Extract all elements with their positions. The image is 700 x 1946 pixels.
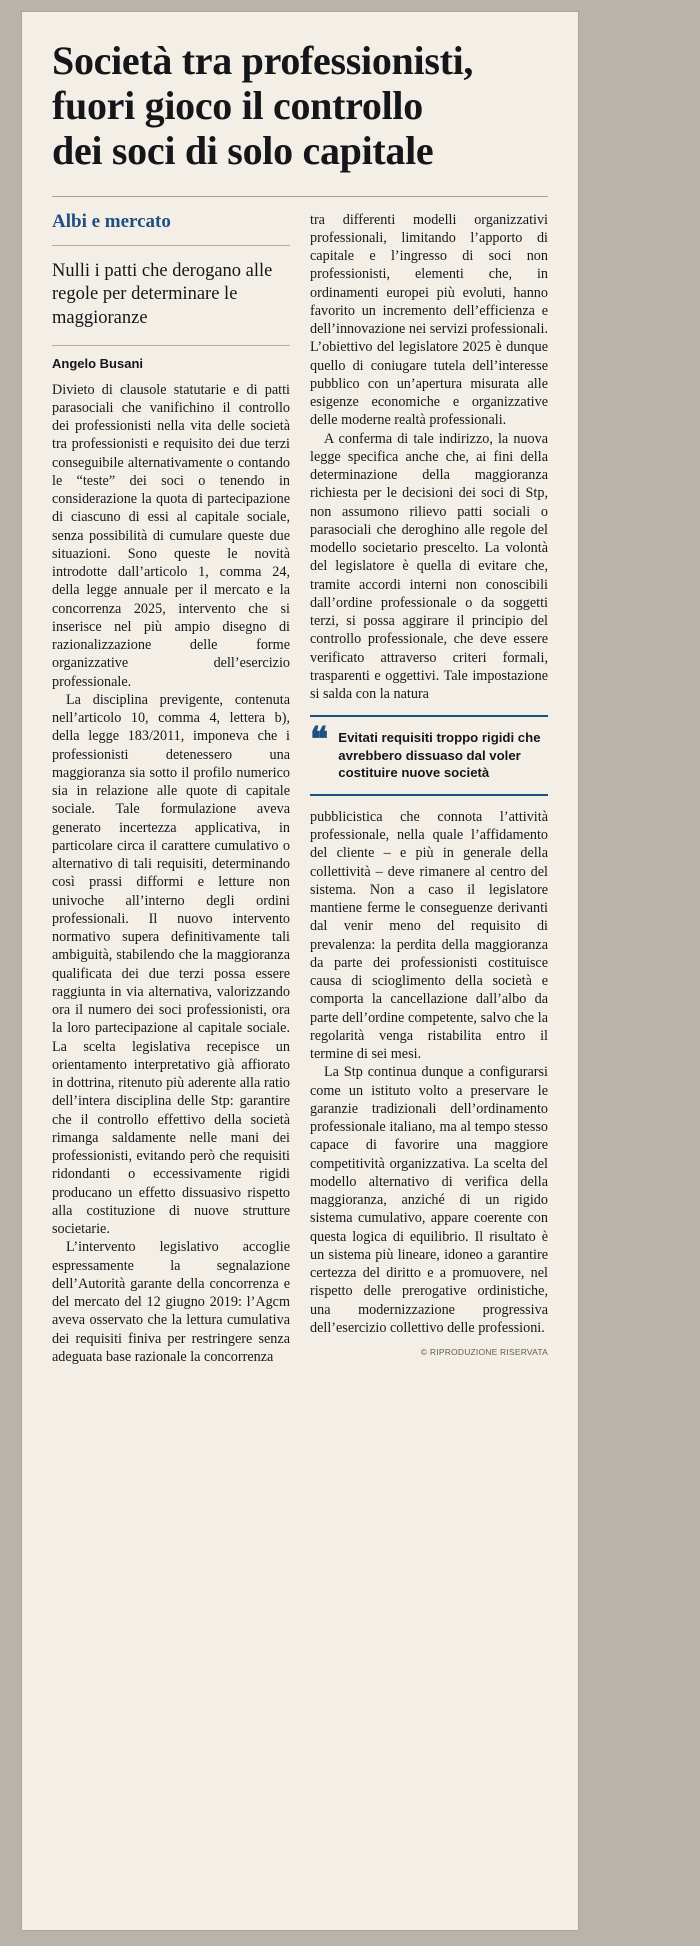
section-kicker: Albi e mercato (52, 210, 171, 232)
article-columns (52, 211, 548, 1367)
pullquote (310, 715, 548, 796)
standfirst: Nulli i patti che derogano alle regole per determinare le maggioranze (52, 260, 273, 328)
right-column (310, 211, 548, 1367)
left-column (52, 211, 290, 1367)
newspaper-page (22, 12, 578, 1930)
paragraph: tra differenti modelli organizzativi professionali, limitando l’apporto di capitale e l’ingresso di soci non professionisti, elementi che, in ordinamenti europei più evoluti, hanno favorito un incremento dell’efficienza e dell’innovazione nei servizi professionali. L’obiettivo del legislatore 2025 è dunque quello di coniugare tutela dell’interesse pubblico con un’apertura misurata alle esigenze economiche e organizzative delle moderne realtà professionali. (310, 211, 548, 429)
paragraph: A conferma di tale indirizzo, la nuova legge specifica anche che, ai fini della determinazione della maggioranza richiesta per le decisioni dei soci di Stp, non assumono rilievo patti sociali o parasociali che deroghino alle regole del modello societario prescelto. La volontà del legislatore è quella di evitare che, tramite accordi interni non conoscibili dall’ordine professionale o da soggetti terzi, si possa aggirare il principio del controllo professionale, che deve essere verificato attraverso criteri formali, trasparenti e oggettivi. Tale impostazione si salda con la natura (310, 430, 548, 703)
paragraph: Divieto di clausole statutarie e di patti parasociali che vanifichino il controllo dei professionisti nella vita delle società tra professionisti e requisito dei due terzi conseguibile alternativamente o contando le “teste” dei soci o tenendo in considerazione la quota di partecipazione di ciascuno di essi al capitale sociale, senza possibilità di cumulare queste due situazioni. Sono queste le novità introdotte dall’articolo 1, comma 24, della legge annuale per il mercato e la concorrenza 2025, intervento che si inserisce nel più ampio disegno di razionalizzazione delle forme organizzative dell’esercizio professionale. (52, 381, 290, 690)
paragraph: L’intervento legislativo accoglie espressamente la segnalazione dell’Autorità garante della concorrenza e del mercato del 12 giugno 2019: l’Agcm aveva osservato che la lettura cumulativa dei requisiti finiva per restringere senza adeguata base razionale la concorrenza (52, 1239, 290, 1365)
right-column-body-bottom (310, 808, 548, 1337)
headline-divider (52, 196, 548, 197)
copyright-notice: © RIPRODUZIONE RISERVATA (420, 1347, 548, 1358)
paragraph: La Stp continua dunque a configurarsi come un istituto volto a preservare le garanzie tradizionali dell’ordinamento professionale italiano, ma al tempo stesso capace di favorire una maggiore competitività organizzativa. La scelta del modello alternativo di verifica della maggioranza, anziché di un rigido sistema cumulativo, appare coerente con questa logica di equilibrio. Il risultato è un sistema più lineare, idoneo a garantire certezza del diritto e a promuovere, nel rispetto delle prerogative ordinistiche, una modernizzazione progressiva dell’esercizio collettivo delle professioni. (310, 1064, 548, 1336)
pullquote-text: Evitati requisiti troppo rigidi che avrebbero dissuaso dal voler costituire nuove società (338, 730, 541, 781)
headline-line-3: dei soci di solo capitale (52, 128, 434, 174)
headline-line-1: Società tra professionisti, (52, 38, 474, 83)
byline: Angelo Busani (52, 355, 144, 371)
byline-divider (52, 345, 290, 346)
page-inner (22, 12, 578, 1886)
paragraph: pubblicistica che connota l’attività professionale, nella quale l’affidamento del cliente – e più in generale della collettività – deve rimanere al centro del sistema. Non a caso il legislatore mantiene ferme le conseguenze derivanti dal venir meno del requisito di prevalenza: la perdita della maggioranza da parte dei professionisti costituisce causa di scioglimento della società e comporta la cancellazione dall’albo da parte dell’ordine competente, salvo che la regolarità venga ristabilita entro il termine di sei mesi. (310, 808, 548, 1063)
page-title (52, 38, 548, 174)
left-column-body (52, 381, 290, 1367)
kicker-divider (52, 245, 290, 246)
paragraph: La disciplina previgente, contenuta nell’articolo 10, comma 4, lettera b), della legge 183/2011, imponeva che i professionisti detenessero una maggioranza sia sotto il profilo numerico sia in relazione alle quote di capitale sociale. Tale formulazione aveva generato incertezza applicativa, in particolare circa il carattere cumulativo o alternativo di tali requisiti, determinando così prassi difformi e letture non univoche all’interno degli ordini professionali. Il nuovo intervento normativo supera definitivamente tali ambiguità, stabilendo che la maggioranza qualificata dei due terzi possa essere raggiunta in via alternativa, valorizzando ora il numero dei soci professionisti, ora la loro partecipazione al capitale sociale. La scelta legislativa recepisce un orientamento interpretativo già affiorato in dottrina, ritenuto più aderente alla ratio dell’intera disciplina delle Stp: garantire che il controllo effettivo della società rimanga saldamente nelle mani dei professionisti, evitando però che requisiti ridondanti o eccessivamente rigidi producano un effetto dissuasivo rispetto alla costituzione di nuove strutture societarie. (52, 691, 290, 1238)
headline-line-2: fuori gioco il controllo (52, 83, 423, 129)
right-column-body-top (310, 211, 548, 704)
quote-icon: ❝ (310, 722, 329, 760)
